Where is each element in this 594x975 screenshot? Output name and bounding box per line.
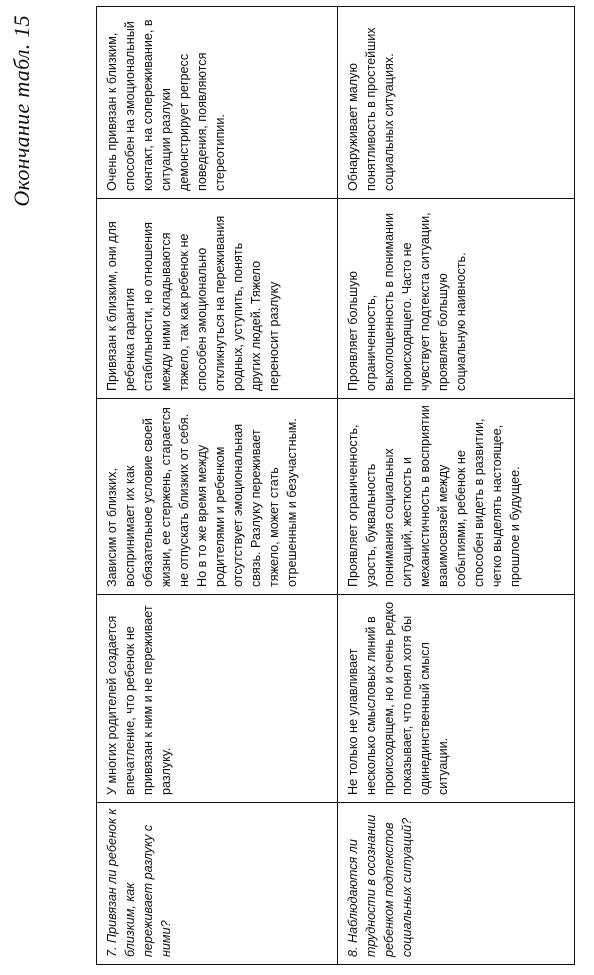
table-cell: Не только не улавливает несколько смысловых линий в происходящем, но и очень редко показывает, что понял хотя бы одинединственный смысл ситуации. (338, 595, 575, 803)
table-cell: Проявляет большую ограниченность, выхолощенность в понимании происходящего. Часто не чувствует подтекста ситуации, проявляет большую социальную наивность. (338, 199, 575, 399)
table-row (97, 7, 338, 965)
table-caption: Окончание табл. 15 (9, 15, 34, 207)
comparison-table (96, 6, 575, 965)
table-cell: Очень привязан к близким, способен на эмоциональный контакт, на сопереживание, в ситуации разлуки демонстрирует регресс поведения, появляются стереотипии. (97, 7, 338, 199)
table-cell: Зависим от близких, воспринимает их как обязательное условие своей жизни, ее стержень, старается не отпускать близких от себя. Но в то же время между родителями и ребенком отсутствует эмоциональная связь. Разлуку переживает тяжело, может стать отрешенным и безучастным. (97, 399, 338, 595)
question-cell: 8. Наблюдаются ли трудности в осознании ребенком подтекстов социальных ситуаций? (338, 803, 575, 965)
question-cell: 7. Привязан ли ребенок к близким, как переживает разлуку с ними? (97, 803, 338, 965)
table-cell: Привязан к близким, они для ребенка гарантия стабильности, но отношения между ними складываются тяжело, так как ребенок не способен эмоционально откликнуться на переживания родных, уступить, понять других людей. Тяжело переносит разлуку (97, 199, 338, 399)
table-cell: Проявляет ограниченность, узость, буквальность понимания социальных ситуаций, жесткость и механистичность в восприятии взаимосвязей между событиями, ребенок не способен видеть в развитии, четко выделять настоящее, прошлое и будущее. (338, 399, 575, 595)
table-cell: Обнаруживает малую понятливость в простейших социальных ситуациях. (338, 7, 575, 199)
table-cell: У многих родителей создается впечатление, что ребенок не привязан к ним и не переживает разлуку. (97, 595, 338, 803)
table-row (338, 7, 575, 965)
